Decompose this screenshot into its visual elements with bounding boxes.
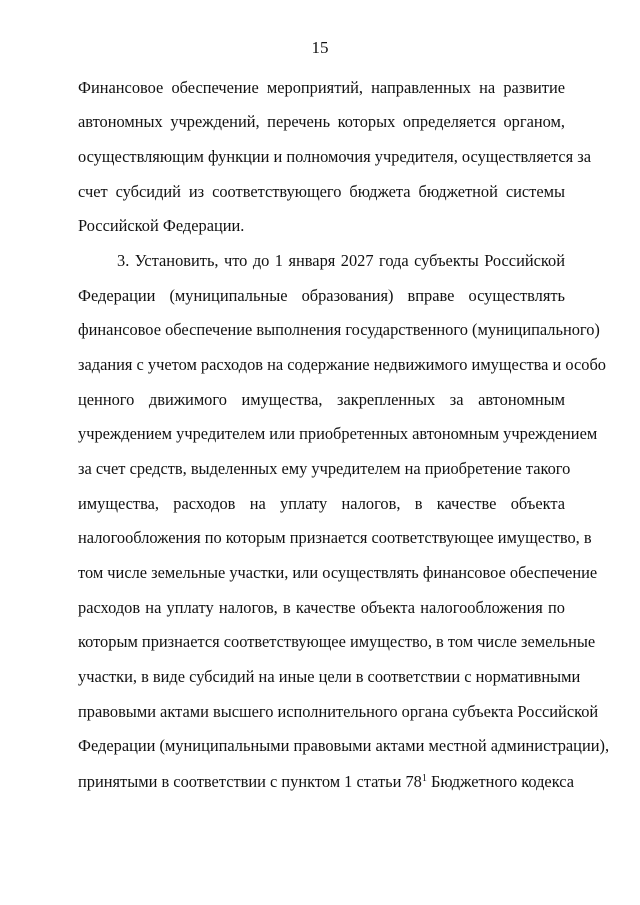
paragraph-1-line-3: осуществляющим функции и полномочия учредителя, осуществляется за bbox=[78, 147, 592, 166]
paragraph-2-line-6: учреждением учредителем или приобретенных автономным учреждением bbox=[78, 424, 598, 443]
paragraph-1-line-5: Российской Федерации. bbox=[78, 216, 245, 235]
paragraph-2-line-8: имущества, расходов на уплату налогов, в качестве объекта bbox=[78, 494, 565, 513]
paragraph-2-line-1: 3. Установить, что до 1 января 2027 года субъекты Российской bbox=[117, 251, 565, 270]
paragraph-1-line-1: Финансовое обеспечение мероприятий, направленных на развитие bbox=[78, 78, 565, 97]
paragraph-1-line-2: автономных учреждений, перечень которых определяется органом, bbox=[78, 112, 565, 131]
paragraph-2-line-2: Федерации (муниципальные образования) вправе осуществлять bbox=[78, 286, 565, 305]
paragraph-2-line-16 bbox=[78, 772, 575, 792]
superscript-article-index: 1 bbox=[421, 773, 427, 784]
paragraph-2-line-5: ценного движимого имущества, закрепленных за автономным bbox=[78, 390, 565, 409]
paragraph-2-line-7: за счет средств, выделенных ему учредителем на приобретение такого bbox=[78, 459, 571, 478]
line-text-before-sup: принятыми в соответствии с пунктом 1 статьи 78 bbox=[78, 772, 422, 791]
paragraph-2-line-4: задания с учетом расходов на содержание недвижимого имущества и особо bbox=[78, 355, 606, 374]
paragraph-2-line-15: Федерации (муниципальными правовыми актами местной администрации), bbox=[78, 736, 610, 755]
paragraph-2-line-12: которым признается соответствующее имущество, в том числе земельные bbox=[78, 632, 596, 651]
line-text-after-sup: Бюджетного кодекса bbox=[426, 772, 575, 791]
paragraph-2-line-9: налогообложения по которым признается соответствующее имущество, в bbox=[78, 528, 592, 547]
paragraph-1-line-4: счет субсидий из соответствующего бюджета бюджетной системы bbox=[78, 182, 565, 201]
paragraph-2-line-14: правовыми актами высшего исполнительного органа субъекта Российской bbox=[78, 702, 599, 721]
paragraph-2-line-11: расходов на уплату налогов, в качестве объекта налогообложения по bbox=[78, 598, 565, 617]
paragraph-2-line-13: участки, в виде субсидий на иные цели в соответствии с нормативными bbox=[78, 667, 581, 686]
paragraph-2-line-10: том числе земельные участки, или осуществлять финансовое обеспечение bbox=[78, 563, 598, 582]
page-number: 15 bbox=[311, 38, 329, 57]
paragraph-2-line-3: финансовое обеспечение выполнения государственного (муниципального) bbox=[78, 320, 600, 339]
